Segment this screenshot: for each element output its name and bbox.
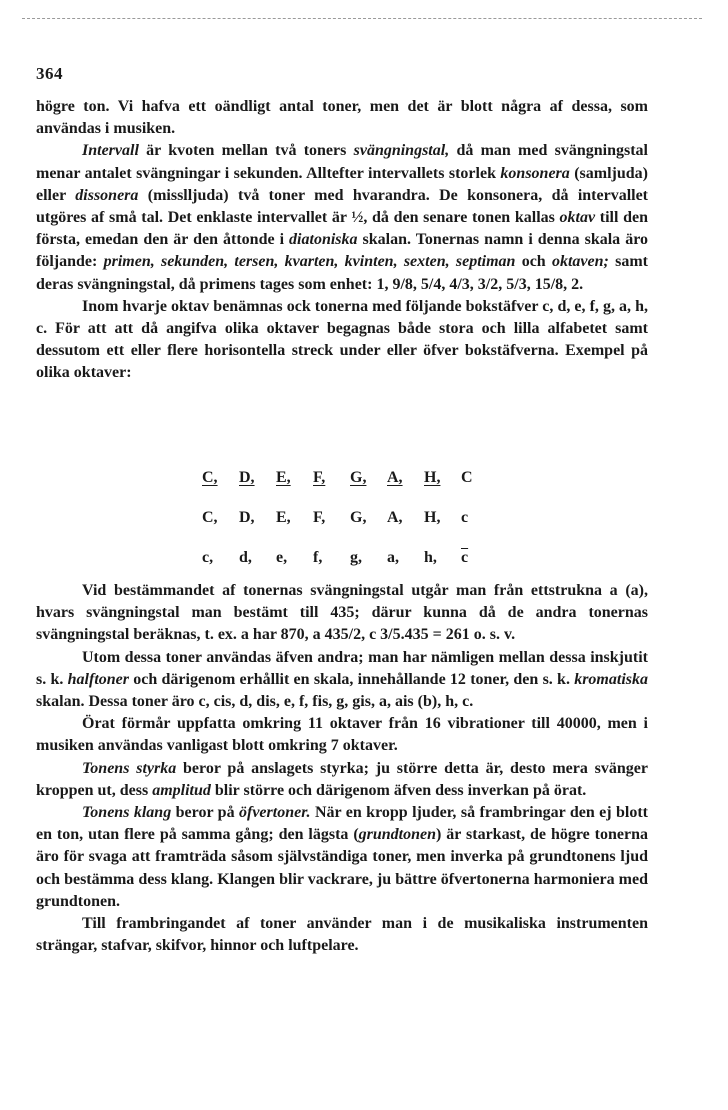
octave-cell: C, xyxy=(202,509,218,526)
paragraph-8 xyxy=(36,802,648,913)
octave-cell: d, xyxy=(239,549,252,566)
octave-row-2 xyxy=(202,498,502,538)
octave-cell: G, xyxy=(350,509,367,526)
paragraph-1: högre ton. Vi hafva ett oändligt antal toner, men det är blott några af dessa, som användas i musiken. xyxy=(36,98,648,138)
text-run: till den första, emedan den är den åttonde i xyxy=(36,209,648,249)
text-run: beror på anslagets styrka; ju större detta är, desto mera svänger kroppen ut, dess xyxy=(36,759,648,799)
paragraph-9: Till frambringandet af toner använder man i de musikaliska instrumenten strängar, stafvar, skifvor, hinnor och luftpelare. xyxy=(36,915,648,955)
octave-cell: E, xyxy=(276,469,291,486)
octave-row-3 xyxy=(202,538,502,578)
text-run: beror på xyxy=(171,804,239,822)
octave-cell: A, xyxy=(387,509,403,526)
text-run: och därigenom erhållit en skala, innehållande 12 toner, den s. k. xyxy=(128,670,575,688)
term-kromatiska: kromatiska xyxy=(574,670,648,688)
text-run: är kvoten mellan två toners xyxy=(138,142,354,160)
octave-cell: C xyxy=(461,469,473,486)
octave-cell: H, xyxy=(424,469,441,486)
octave-cell: H, xyxy=(424,509,441,526)
term-konsonera: konsonera xyxy=(500,164,570,182)
text-run: och xyxy=(515,253,552,271)
text-run: (misslljuda) två toner med hvarandra. De konsonera, då intervallet utgöres af små tal. Det enklaste intervallet är ½, då den senare tonen kallas xyxy=(36,186,649,227)
octave-example-table xyxy=(202,458,502,578)
octave-cell: E, xyxy=(276,509,291,526)
octave-cell: a, xyxy=(387,549,399,566)
term-intervall: Intervall xyxy=(82,142,139,160)
text-block-lower xyxy=(36,580,648,957)
page-top-rule xyxy=(22,18,702,19)
text-run: samt deras svängningstal, då primens tages som enhet: 1, 9/8, 5/4, 4/3, 3/2, 5/3, 15/8, 2. xyxy=(36,253,648,293)
term-dissonera: dissonera xyxy=(75,186,139,204)
text-run: då man med svängningstal menar antalet svängningar i sekunden. Alltefter intervallets storlek xyxy=(36,142,648,182)
octave-cell: f, xyxy=(313,549,323,566)
paragraph-3: Inom hvarje oktav benämnas ock tonerna med följande bokstäfver c, d, e, f, g, a, h, c. För att att då angifva olika oktaver begagnas både stora och lilla alfabetet samt dessutom ett eller flere horisontella streck under eller öfver bokstäfverna. Exempel på olika oktaver: xyxy=(36,297,648,382)
paragraph-5 xyxy=(36,647,648,714)
text-run: ) är starkast, de högre tonerna äro för svaga att framträda såsom självständiga toner, men inverka på grundtonens ljud och bestämma dess klang. Klangen blir vackrare, ju bättre öfvertonerna harmoniera med grundtonen. xyxy=(36,826,649,910)
term-diatoniska: diatoniska xyxy=(289,231,358,249)
text-run: skalan. Tonernas namn i denna skala äro följande: xyxy=(36,231,649,271)
octave-cell: A, xyxy=(387,469,403,486)
octave-cell: c xyxy=(461,509,469,526)
term-tonens-klang: Tonens klang xyxy=(82,804,172,822)
octave-row-1 xyxy=(202,458,502,498)
paragraph-7 xyxy=(36,758,648,802)
octave-cell: c, xyxy=(202,549,214,566)
octave-cell: D, xyxy=(239,509,255,526)
octave-cell: C, xyxy=(202,469,218,486)
text-run: blir större och därigenom äfven dess inverkan på örat. xyxy=(210,781,587,799)
term-oktaven: oktaven; xyxy=(551,253,609,271)
text-run: skalan. Dessa toner äro c, cis, d, dis, e, f, fis, g, gis, a, ais (b), h, c. xyxy=(36,693,474,711)
paragraph-2 xyxy=(36,140,648,295)
octave-cell: h, xyxy=(424,549,437,566)
octave-cell: G, xyxy=(350,469,367,486)
paragraph-4: Vid bestämmandet af tonernas svängningstal utgår man från ettstrukna a (a), hvars svängningstal man bestämt till 435; därur kunna då de andra tonernas svängningstal beräknas, t. ex. a har 870, a 435/2, c 3/5.435 = 261 o. s. v. xyxy=(36,582,648,644)
octave-cell: F, xyxy=(313,509,326,526)
term-halftoner: halftoner xyxy=(67,670,129,688)
octave-cell: F, xyxy=(313,469,326,486)
term-grundtonen: grundtonen xyxy=(358,826,437,844)
paragraph-6: Örat förmår uppfatta omkring 11 oktaver från 16 vibrationer till 40000, men i musiken användas vanligast blott omkring 7 oktaver. xyxy=(36,715,648,755)
octave-cell: g, xyxy=(350,549,362,566)
text-run: (samljuda) eller xyxy=(36,164,649,204)
term-svangningstal: svängningstal, xyxy=(353,142,450,160)
octave-cell: e, xyxy=(276,549,288,566)
text-run: När en kropp ljuder, så frambringar den ej blott en ton, utan flere på samma gång; den lägsta ( xyxy=(36,804,648,844)
term-oktav: oktav xyxy=(559,209,596,227)
term-tonens-styrka: Tonens styrka xyxy=(82,759,177,777)
text-run: Utom dessa toner användas äfven andra; man har nämligen mellan dessa inskjutit s. k. xyxy=(36,648,648,688)
text-block-upper xyxy=(36,96,648,385)
page-number: 364 xyxy=(36,64,63,83)
term-amplitud: amplitud xyxy=(152,781,211,799)
octave-cell: D, xyxy=(239,469,255,486)
octave-cell: $\overline{c}$ xyxy=(461,549,469,566)
term-tone-names: primen, sekunden, tersen, kvarten, kvinten, sexten, septiman xyxy=(103,253,516,271)
term-ofvertoner: öfvertoner. xyxy=(239,804,311,822)
